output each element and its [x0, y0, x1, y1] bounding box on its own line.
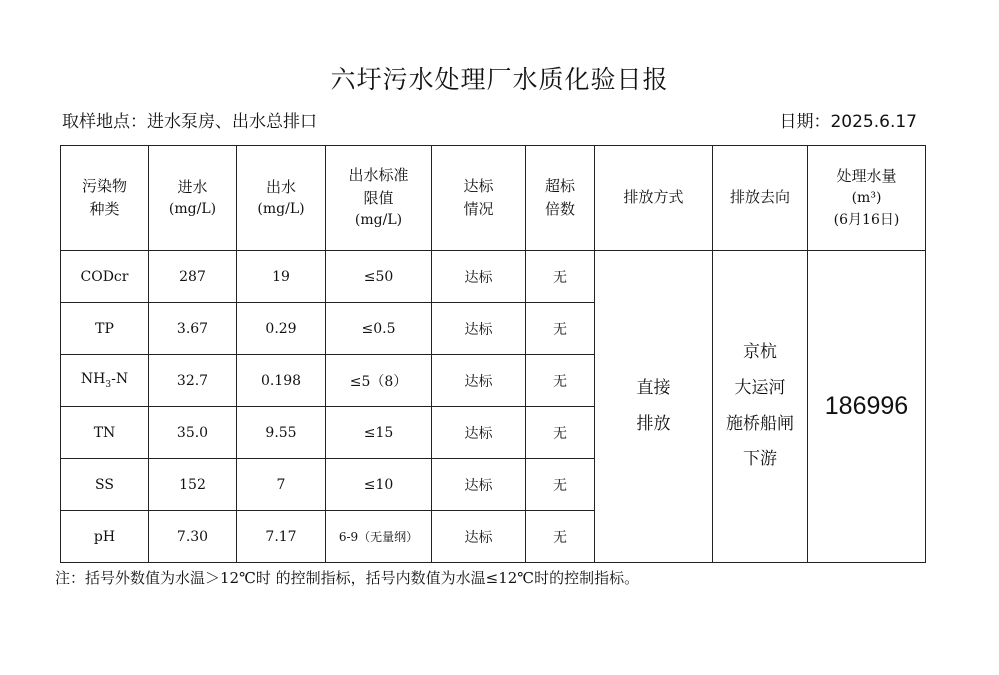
exceed-cell: 无 — [526, 407, 595, 459]
inflow-cell: 35.0 — [149, 407, 237, 459]
compliance-cell: 达标 — [432, 303, 526, 355]
discharge-destination-cell: 京杭 大运河 施桥船闸 下游 — [713, 251, 808, 563]
exceed-cell: 无 — [526, 511, 595, 563]
header-outflow: 出水 (mg/L) — [237, 146, 326, 251]
inflow-cell: 3.67 — [149, 303, 237, 355]
standard-cell: 6-9（无量纲） — [326, 511, 432, 563]
outflow-cell: 0.198 — [237, 355, 326, 407]
standard-cell: ≤0.5 — [326, 303, 432, 355]
footnote: 注：括号外数值为水温＞12℃时 的控制指标，括号内数值为水温≤12℃时的控制指标。 — [55, 569, 640, 587]
exceed-cell: 无 — [526, 303, 595, 355]
pollutant-cell: SS — [61, 459, 149, 511]
inflow-cell: 152 — [149, 459, 237, 511]
outflow-cell: 9.55 — [237, 407, 326, 459]
compliance-cell: 达标 — [432, 251, 526, 303]
exceed-cell: 无 — [526, 459, 595, 511]
treated-volume-value: 186996 — [824, 392, 909, 420]
outflow-cell: 7 — [237, 459, 326, 511]
report-title: 六圩污水处理厂水质化验日报 — [330, 65, 669, 94]
header-exceed: 超标 倍数 — [526, 146, 595, 251]
inflow-cell: 7.30 — [149, 511, 237, 563]
outflow-cell: 0.29 — [237, 303, 326, 355]
header-inflow: 进水 (mg/L) — [149, 146, 237, 251]
water-quality-table — [60, 145, 926, 563]
inflow-cell: 287 — [149, 251, 237, 303]
header-pollutant: 污染物 种类 — [61, 146, 149, 251]
pollutant-cell: pH — [61, 511, 149, 563]
standard-cell: ≤5（8） — [326, 355, 432, 407]
outflow-cell: 19 — [237, 251, 326, 303]
header-standard: 出水标准 限值 (mg/L) — [326, 146, 432, 251]
header-volume: 处理水量 (m³) (6月16日) — [808, 146, 926, 251]
header-discharge-destination: 排放去向 — [713, 146, 808, 251]
compliance-cell: 达标 — [432, 511, 526, 563]
standard-cell: ≤15 — [326, 407, 432, 459]
pollutant-cell: CODcr — [61, 251, 149, 303]
header-compliance: 达标 情况 — [432, 146, 526, 251]
report-date: 日期：2025.6.17 — [779, 112, 917, 132]
compliance-cell: 达标 — [432, 355, 526, 407]
pollutant-cell: TN — [61, 407, 149, 459]
pollutant-cell: $NH_3-N$ — [61, 355, 149, 407]
standard-cell: ≤50 — [326, 251, 432, 303]
table-row-codcr — [61, 251, 926, 303]
pollutant-cell: TP — [61, 303, 149, 355]
header-row — [61, 146, 926, 251]
compliance-cell: 达标 — [432, 407, 526, 459]
inflow-cell: 32.7 — [149, 355, 237, 407]
sampling-location: 取样地点：进水泵房、出水总排口 — [62, 112, 317, 132]
compliance-cell: 达标 — [432, 459, 526, 511]
standard-cell: ≤10 — [326, 459, 432, 511]
volume-cell — [808, 251, 926, 563]
header-discharge-method: 排放方式 — [595, 146, 713, 251]
exceed-cell: 无 — [526, 251, 595, 303]
outflow-cell: 7.17 — [237, 511, 326, 563]
discharge-method-cell: 直接 排放 — [595, 251, 713, 563]
exceed-cell: 无 — [526, 355, 595, 407]
